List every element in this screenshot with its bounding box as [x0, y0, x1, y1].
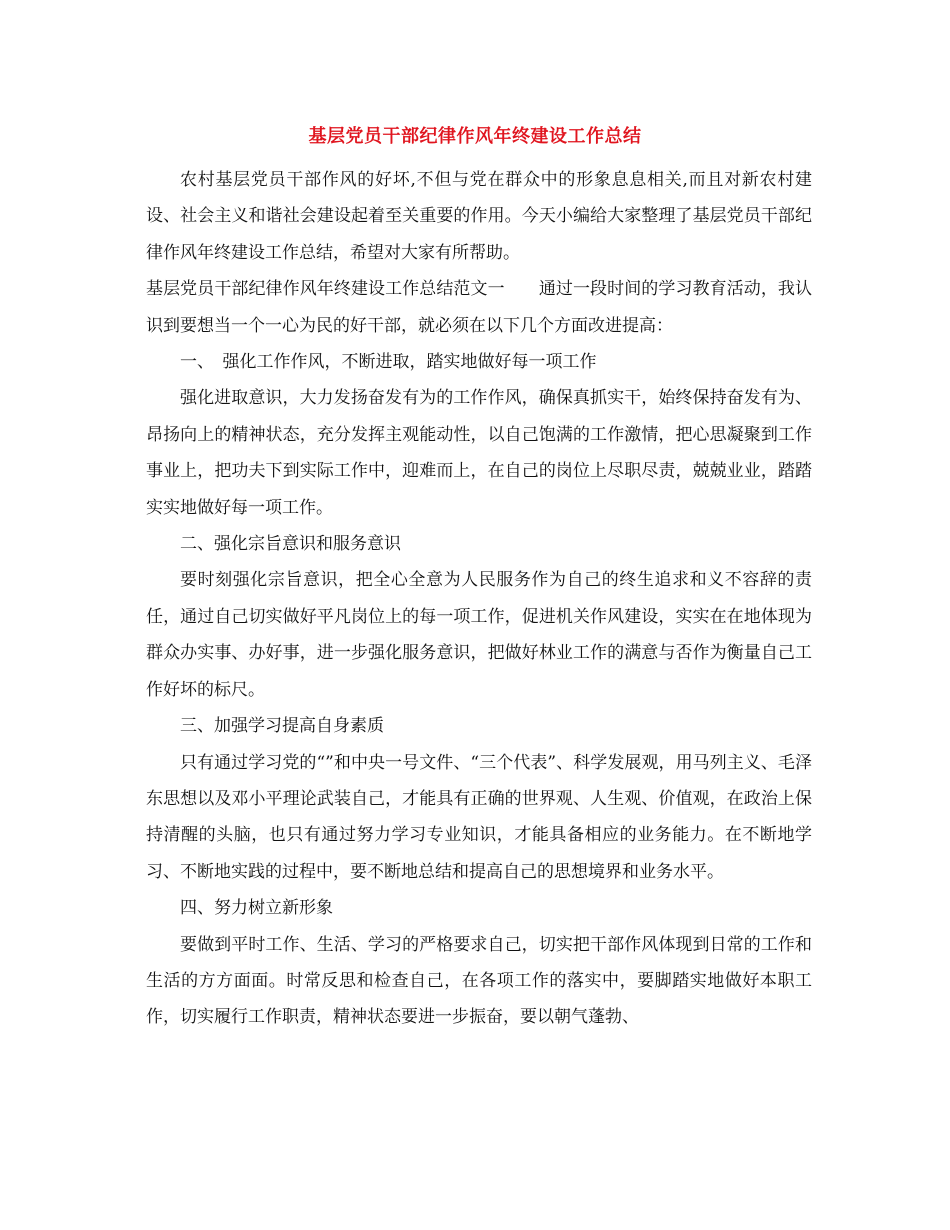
section-2-body: 要时刻强化宗旨意识，把全心全意为人民服务作为自己的终生追求和义不容辞的责任，通过自己切实做好平凡岗位上的每一项工作，促进机关作风建设，实实在在地体现为群众办实事、办好事，进一步强化服务意识，把做好林业工作的满意与否作为衡量自己工作好坏的标尺。	[146, 570, 812, 700]
section-2-heading: 二、强化宗旨意识和服务意识	[180, 534, 401, 555]
intro-paragraph: 农村基层党员干部作风的好坏,不但与党在群众中的形象息息相关,而且对新农村建设、社会主义和谐社会建设起着至关重要的作用。今天小编给大家整理了基层党员干部纪律作风年终建设工作总结，希望对大家有所帮助。	[146, 170, 812, 263]
section-1-body: 强化进取意识，大力发扬奋发有为的工作作风，确保真抓实干，始终保持奋发有为、昂扬向上的精神状态，充分发挥主观能动性，以自己饱满的工作激情，把心思凝聚到工作事业上，把功夫下到实际工作中，迎难而上，在自己的岗位上尽职尽责，兢兢业业，踏踏实实地做好每一项工作。	[146, 388, 812, 518]
section-3-body: 只有通过学习党的“”和中央一号文件、“三个代表”、科学发展观，用马列主义、毛泽东思想以及邓小平理论武装自己，才能具有正确的世界观、人生观、价值观，在政治上保持清醒的头脑，也只有通过努力学习专业知识，才能具备相应的业务能力。在不断地学习、不断地实践的过程中，要不断地总结和提高自己的思想境界和业务水平。	[146, 752, 812, 882]
section-3-heading: 三、加强学习提高自身素质	[180, 716, 384, 737]
document-title: 基层党员干部纪律作风年终建设工作总结	[308, 126, 642, 147]
section-4-heading: 四、努力树立新形象	[180, 898, 333, 919]
sample-heading-paragraph: 基层党员干部纪律作风年终建设工作总结范文一 通过一段时间的学习教育活动，我认识到要想当一个一心为民的好干部，就必须在以下几个方面改进提高：	[146, 279, 812, 336]
section-4-body: 要做到平时工作、生活、学习的严格要求自己，切实把干部作风体现到日常的工作和生活的方方面面。时常反思和检查自己，在各项工作的落实中，要脚踏实地做好本职工作，切实履行工作职责，精神状态要进一步振奋，要以朝气蓬勃、	[146, 934, 812, 1028]
document-body	[146, 162, 812, 1036]
section-1-heading: 一、 强化工作作风，不断进取，踏实地做好每一项工作	[180, 352, 597, 373]
